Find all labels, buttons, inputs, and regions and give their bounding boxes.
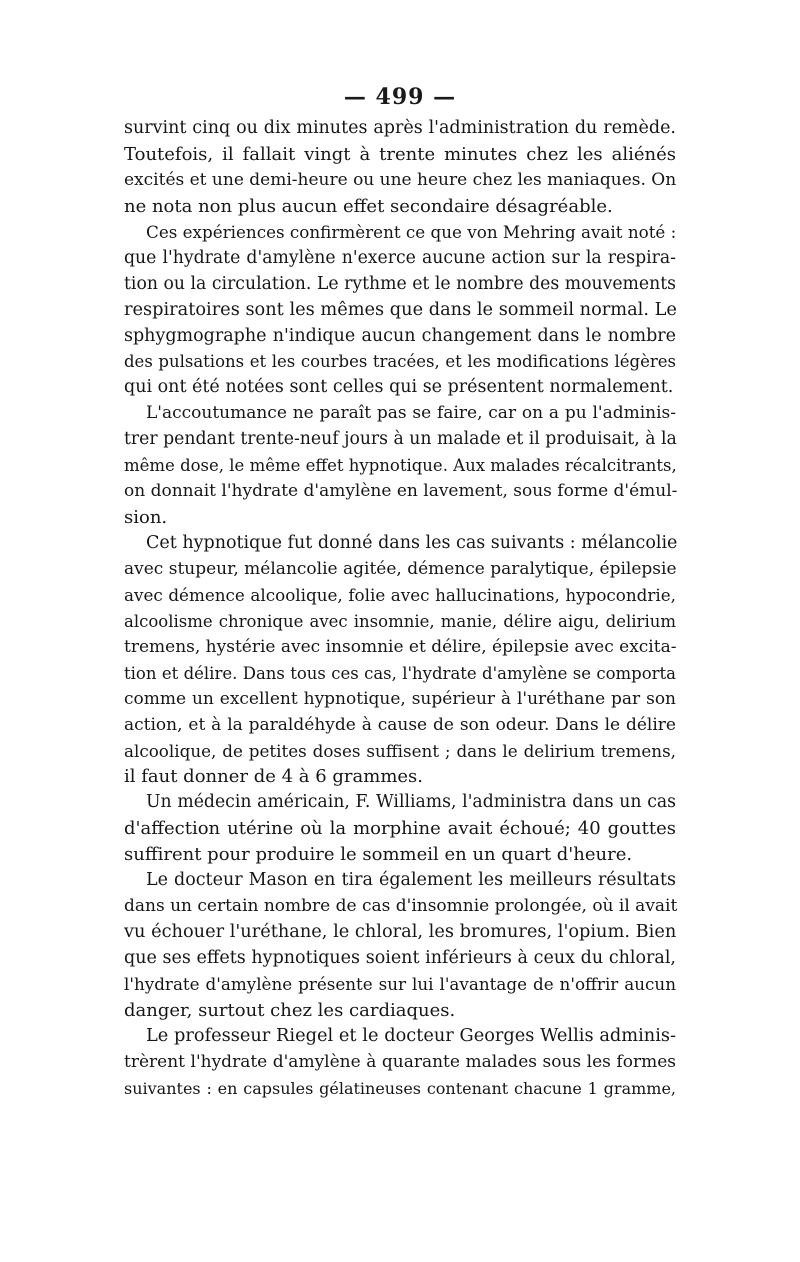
text-line: des pulsations et les courbes tracées, et les modifications légères — [124, 352, 676, 372]
text-line: avec stupeur, mélancolie agitée, démence paralytique, épilepsie — [124, 558, 677, 579]
text-line: ne nota non plus aucun effet secondaire désagréable. — [124, 195, 613, 217]
text-line: trer pendant trente-neuf jours à un malade et il produisait, à la — [124, 429, 677, 450]
paragraph — [124, 531, 676, 790]
text-line: il faut donner de 4 à 6 grammes. — [124, 766, 424, 788]
text-line: Ces expériences confirmèrent ce que von Mehring avait noté : — [146, 221, 677, 242]
text-line: L'accoutumance ne paraît pas se faire, car on a pu l'adminis- — [146, 403, 676, 424]
text-line: l'hydrate d'amylène présente sur lui l'avantage de n'offrir aucun — [124, 973, 676, 994]
paragraph — [124, 220, 676, 402]
text-line: tion ou la circulation. Le rythme et le nombre des mouvements — [124, 273, 676, 294]
text-line: sion. — [124, 507, 168, 529]
text-line: tremens, hystérie avec insomnie et délire, épilepsie avec excita- — [124, 636, 677, 657]
text-line: tion et délire. Dans tous ces cas, l'hydrate d'amylène se comporta — [124, 663, 676, 683]
text-line: vu échouer l'uréthane, le chloral, les bromures, l'opium. Bien — [124, 922, 677, 943]
text-line: respiratoires sont les mêmes que dans le sommeil normal. Le — [124, 299, 677, 320]
text-line: que ses effets hypnotiques soient inférieurs à ceux du chloral, — [124, 948, 676, 968]
text-line: même dose, le même effet hypnotique. Aux malades récalcitrants, — [124, 456, 677, 476]
text-line: danger, surtout chez les cardiaques. — [124, 999, 456, 1021]
page-number: — 499 — — [343, 84, 457, 110]
text-line: Cet hypnotique fut donné dans les cas suivants : mélancolie — [146, 533, 678, 553]
text-line: Un médecin américain, F. Williams, l'administra dans un cas — [146, 792, 676, 813]
text-line: suivantes : en capsules gélatineuses contenant chacune 1 gramme, — [124, 1078, 676, 1098]
text-line: trèrent l'hydrate d'amylène à quarante malades sous les formes — [124, 1051, 676, 1072]
text-line: sphygmographe n'indique aucun changement dans le nombre — [124, 325, 676, 346]
paragraph — [124, 790, 676, 868]
text-line: Le professeur Riegel et le docteur Georges Wellis adminis- — [146, 1025, 676, 1046]
text-line: avec démence alcoolique, folie avec hallucinations, hypocondrie, — [124, 584, 676, 605]
text-line: comme un excellent hypnotique, supérieur à l'uréthane par son — [124, 688, 676, 709]
text-line: alcoolique, de petites doses suffisent ; dans le delirium tremens, — [124, 740, 676, 761]
text-line: survint cinq ou dix minutes après l'administration du remède. — [124, 118, 676, 138]
text-line: d'affection utérine où la morphine avait échoué; 40 gouttes — [124, 818, 676, 840]
text-line: que l'hydrate d'amylène n'exerce aucune action sur la respira- — [124, 247, 676, 268]
text-line: excités et une demi-heure ou une heure chez les maniaques. On — [124, 169, 677, 190]
text-line: qui ont été notées sont celles qui se présentent normalement. — [124, 377, 674, 398]
text-line: Toutefois, il fallait vingt à trente minutes chez les aliénés — [124, 143, 676, 165]
text-line: action, et à la paraldéhyde à cause de son odeur. Dans le délire — [124, 714, 676, 735]
paragraph — [124, 868, 676, 1024]
text-line: dans un certain nombre de cas d'insomnie prolongée, où il avait — [124, 896, 678, 917]
text-line: Le docteur Mason en tira également les meilleurs résultats — [146, 870, 676, 891]
paragraph — [124, 116, 676, 220]
text-line: on donnait l'hydrate d'amylène en lavement, sous forme d'émul- — [124, 481, 678, 502]
paragraph — [124, 1024, 676, 1102]
body-text — [124, 116, 676, 1102]
text-line: suffirent pour produire le sommeil en un quart d'heure. — [124, 844, 633, 866]
text-line: alcoolisme chronique avec insomnie, manie, délire aigu, delirium — [124, 611, 676, 631]
paragraph — [124, 401, 676, 531]
